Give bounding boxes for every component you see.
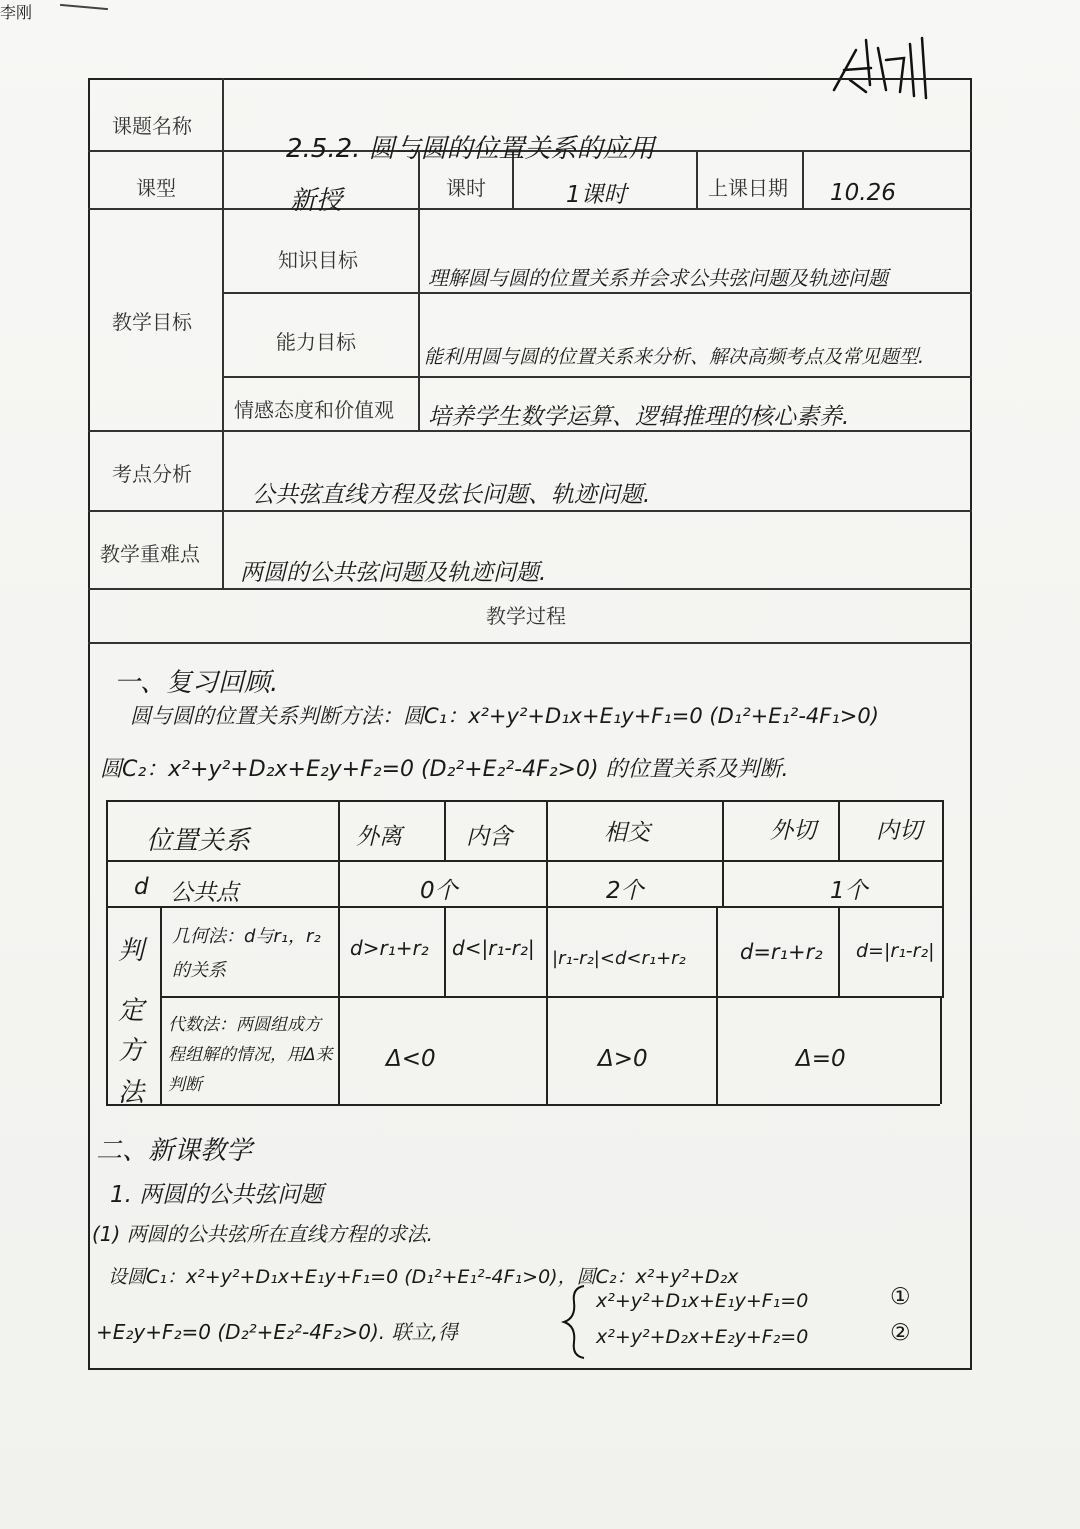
common-2: 2个 <box>606 878 644 904</box>
alg-eq: Δ=0 <box>796 1046 846 1072</box>
knowledge-value: 理解圆与圆的位置关系并会求公共弦问题及轨迹问题 <box>428 266 888 290</box>
emotion-label: 情感态度和价值观 <box>234 398 394 422</box>
alg-gt: Δ>0 <box>598 1046 648 1072</box>
analysis-value: 公共弦直线方程及弦长问题、轨迹问题. <box>252 482 651 508</box>
table-border <box>106 800 944 802</box>
row-divider <box>88 642 972 644</box>
process-line-1: 圆与圆的位置关系判断方法：圆C₁：x²+y²+D₁x+E₁y+F₁=0 (D₁²+E₁²-4F₁>0) <box>130 704 879 728</box>
col-divider <box>418 150 420 432</box>
table-border <box>722 800 724 906</box>
table-border <box>338 800 340 1104</box>
geo-outer: d>r₁+r₂ <box>350 936 429 960</box>
th-ext-tangent: 外切 <box>770 818 816 844</box>
th-inner: 内含 <box>466 824 512 850</box>
table-border <box>940 996 942 1104</box>
geo-int: d=|r₁-r₂| <box>856 940 935 962</box>
table-border <box>716 906 718 1104</box>
judge-char: 判 <box>118 936 145 966</box>
common-1: 1个 <box>830 878 868 904</box>
common-prefix: d <box>134 874 149 900</box>
common-0: 0个 <box>420 878 458 904</box>
judge-char: 方 <box>118 1036 145 1066</box>
th-relation: 位置关系 <box>146 826 251 856</box>
section-2-heading: 二、新课教学 <box>96 1136 253 1166</box>
col-divider <box>802 150 804 208</box>
process-line-3: 设圆C₁：x²+y²+D₁x+E₁y+F₁=0 (D₁²+E₁²-4F₁>0)，圆C₂：x²+y²+D₂x <box>108 1266 739 1288</box>
hours-value: 1课时 <box>566 182 627 208</box>
th-int-tangent: 内切 <box>876 818 922 844</box>
row-divider <box>88 588 972 590</box>
subsection-1: 1. 两圆的公共弦问题 <box>110 1182 324 1208</box>
table-border <box>106 1104 940 1106</box>
subsection-1-1: (1) 两圆的公共弦所在直线方程的求法. <box>92 1222 434 1246</box>
equation-1: x²+y²+D₁x+E₁y+F₁=0 <box>596 1290 809 1312</box>
geo-ext: d=r₁+r₂ <box>740 940 823 964</box>
goals-label: 教学目标 <box>112 310 192 334</box>
date-value: 10.26 <box>830 180 896 206</box>
analysis-label: 考点分析 <box>112 462 192 486</box>
hours-label: 课时 <box>446 176 486 200</box>
judge-char: 定 <box>118 996 145 1026</box>
process-line-4: +E₂y+F₂=0 (D₂²+E₂²-4F₂>0). 联立,得 <box>96 1320 458 1344</box>
topic-label: 课题名称 <box>112 114 192 138</box>
table-border <box>838 800 840 860</box>
col-divider <box>696 150 698 208</box>
table-border <box>106 860 944 862</box>
col-divider <box>222 78 224 588</box>
row-divider <box>222 376 972 378</box>
equation-2-tag: ② <box>890 1320 911 1346</box>
table-border <box>444 906 446 996</box>
table-border <box>942 800 944 996</box>
difficulty-value: 两圆的公共弦问题及轨迹问题. <box>240 560 547 586</box>
table-border <box>160 906 162 1104</box>
th-outer: 外离 <box>356 824 402 850</box>
difficulty-label: 教学重难点 <box>100 542 200 566</box>
emotion-value: 培养学生数学运算、逻辑推理的核心素养. <box>428 404 850 430</box>
row-divider <box>88 510 972 512</box>
knowledge-label: 知识目标 <box>278 248 358 272</box>
table-border <box>838 906 840 996</box>
process-line-2: 圆C₂：x²+y²+D₂x+E₂y+F₂=0 (D₂²+E₂²-4F₂>0) 的位置关系及判断. <box>100 757 789 782</box>
topic-value: 2.5.2. 圆与圆的位置关系的应用 <box>286 134 655 164</box>
scanned-page: 李刚 课题名称 2.5.2. 圆与圆的位置关系的应用 课型 新授 课时 1课时 上课日期 10.26 教学目标 知识目标 理解圆与圆的位置关系并会求公共弦问题及轨迹问题 能力目标 能利用圆与圆的位置关系来分析、解决高频考点及常见题型. 情感态度和价值观 培养学生数学运算、逻辑推理的核心素养. 考点分析 公共弦直线方程及弦长问题、轨迹问题. 教学重难点 两圆的公共弦问题及轨迹问题. 教学过程 一、复习回顾. 圆与圆的位置关系判断方法：圆C₁：x²+y²+D₁x+E₁y+F₁=0 (D₁²+E₁²-4F₁>0) 圆C₂：x²+y²+D₂x+E₂y+F₂=0 (D₂²+E₂²-4F₂>0) 的位置关系及判断. 位置关系 外离 内含 相交 外切 内切 d 公共点 0个 2个 1个 判 定 方 法 几何法：d与r₁，r₂的关系 d>r₁+r₂ d<|r₁-r₂| |r₁-r₂|<d<r₁+r₂ d=r₁+r₂ d=|r₁-r₂| 代数法：两圆组成方程组解的情况，用Δ来判断 Δ<0 Δ>0 Δ=0 二、新课教学 1. 两圆的公共弦问题 (1) 两圆的公共弦所在直线方程的求法. 设圆C₁：x²+y²+D₁x+E₁y+F₁=0 (D₁²+E₁²-4F₁>0)，圆C₂：x²+y²+D₂x +E₂y+F₂=0 (D₂²+E₂²-4F₂>0). 联立,得 x²+y²+D₁x+E₁y+F₁=0 x²+y²+D₂x+E₂y+F₂=0 ① ② <box>0 0 1080 1529</box>
judge-char: 法 <box>118 1078 145 1108</box>
equation-1-tag: ① <box>890 1284 911 1310</box>
alg-lt: Δ<0 <box>386 1046 436 1072</box>
table-border <box>106 800 108 1104</box>
geo-inner: d<|r₁-r₂| <box>452 936 535 960</box>
section-1-heading: 一、复习回顾. <box>114 668 279 698</box>
row-divider <box>222 292 972 294</box>
type-label: 课型 <box>136 176 176 200</box>
type-value: 新授 <box>290 186 343 216</box>
ability-value: 能利用圆与圆的位置关系来分析、解决高频考点及常见题型. <box>424 346 925 368</box>
table-border <box>160 996 944 998</box>
th-intersect: 相交 <box>604 820 650 846</box>
brace-icon <box>560 1282 590 1362</box>
row-divider <box>88 208 972 210</box>
table-border <box>546 800 548 1104</box>
geo-method: 几何法：d与r₁，r₂的关系 <box>172 926 321 981</box>
ability-label: 能力目标 <box>276 330 356 354</box>
common-label: 公共点 <box>170 880 239 906</box>
scan-mark <box>60 4 108 10</box>
equation-2: x²+y²+D₂x+E₂y+F₂=0 <box>596 1326 809 1348</box>
geo-intersect: |r₁-r₂|<d<r₁+r₂ <box>552 948 686 969</box>
table-border <box>444 800 446 860</box>
date-label: 上课日期 <box>708 176 788 200</box>
alg-method: 代数法：两圆组成方程组解的情况，用Δ来判断 <box>168 1015 333 1095</box>
process-label: 教学过程 <box>486 604 566 628</box>
